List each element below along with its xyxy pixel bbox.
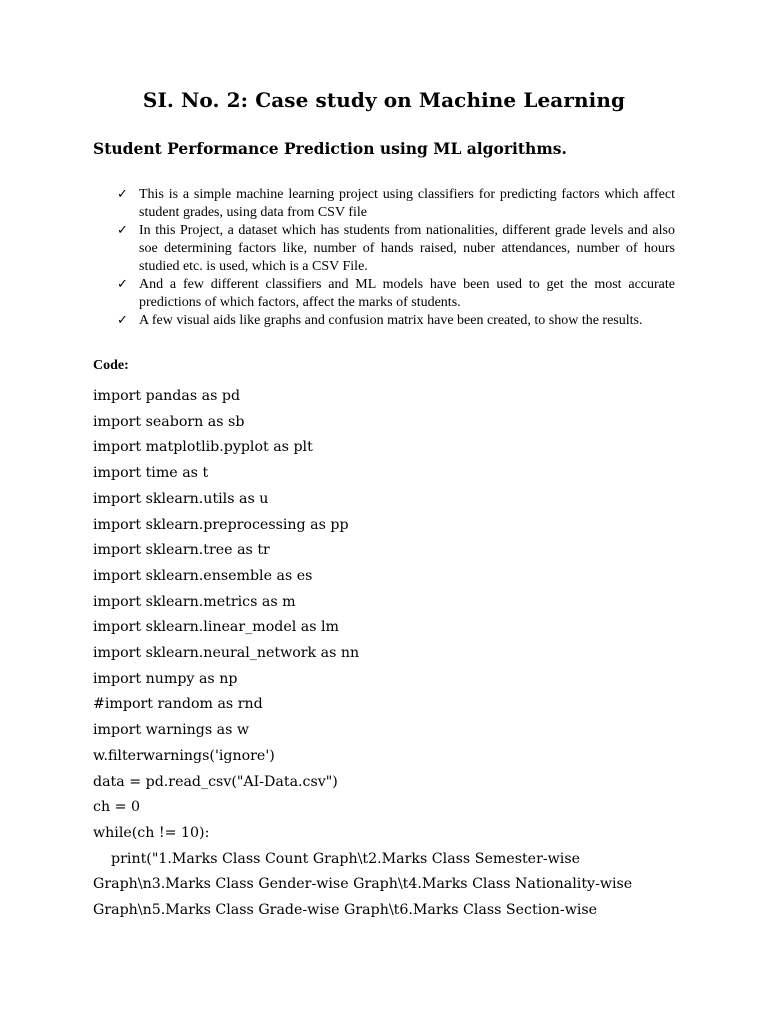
bullet-item (93, 186, 675, 222)
code-line: import sklearn.metrics as m (93, 593, 296, 610)
bullet-text: In this Project, a dataset which has students from nationalities, different grade levels and also soe determining factors like, number of hands raised, nuber attendances, number of hours studied etc. is used, which is a CSV File. (139, 223, 675, 274)
code-line: Graph\n5.Marks Class Grade-wise Graph\t6.Marks Class Section-wise (93, 902, 598, 919)
code-line: import sklearn.preprocessing as pp (93, 516, 349, 533)
code-line: import sklearn.tree as tr (93, 542, 270, 559)
code-line: data = pd.read_csv("AI-Data.csv") (93, 773, 338, 790)
code-line: print("1.Marks Class Count Graph\t2.Marks Class Semester-wise (93, 850, 581, 867)
code-line: import sklearn.utils as u (93, 490, 269, 507)
code-block (93, 384, 693, 924)
code-line: import numpy as np (93, 670, 238, 687)
code-line: import sklearn.linear_model as lm (93, 619, 340, 636)
code-line: Graph\n3.Marks Class Gender-wise Graph\t4.Marks Class Nationality-wise (93, 876, 633, 893)
check-mark-icon: ✓ (117, 223, 128, 238)
bullet-item (93, 276, 675, 312)
code-line: import seaborn as sb (93, 413, 245, 430)
code-line: import warnings as w (93, 722, 250, 739)
bullet-text: And a few different classifiers and ML models have been used to get the most accurate predictions of which factors, affect the marks of students. (139, 277, 675, 310)
check-mark-icon: ✓ (117, 187, 128, 202)
check-mark-icon: ✓ (117, 277, 128, 292)
code-line: import matplotlib.pyplot as plt (93, 439, 313, 456)
code-line: import sklearn.ensemble as es (93, 567, 313, 584)
code-line: import time as t (93, 465, 209, 482)
bullet-text: A few visual aids like graphs and confusion matrix have been created, to show the results. (139, 313, 643, 328)
bullet-item (93, 312, 675, 330)
check-mark-icon: ✓ (117, 313, 128, 328)
code-line: ch = 0 (93, 799, 141, 816)
page-title: SI. No. 2: Case study on Machine Learning (142, 88, 626, 112)
section-heading: Student Performance Prediction using ML algorithms. (93, 139, 567, 158)
code-line: while(ch != 10): (93, 824, 210, 841)
code-line: import sklearn.neural_network as nn (93, 645, 360, 662)
code-line: import pandas as pd (93, 388, 241, 404)
code-label: Code: (93, 358, 129, 373)
code-line: w.filterwarnings('ignore') (93, 747, 275, 764)
code-line: #import random as rnd (93, 696, 263, 713)
bullet-item (93, 222, 675, 276)
bullet-list (93, 186, 675, 330)
bullet-text: This is a simple machine learning project using classifiers for predicting factors which affect student grades, using data from CSV file (139, 187, 675, 220)
